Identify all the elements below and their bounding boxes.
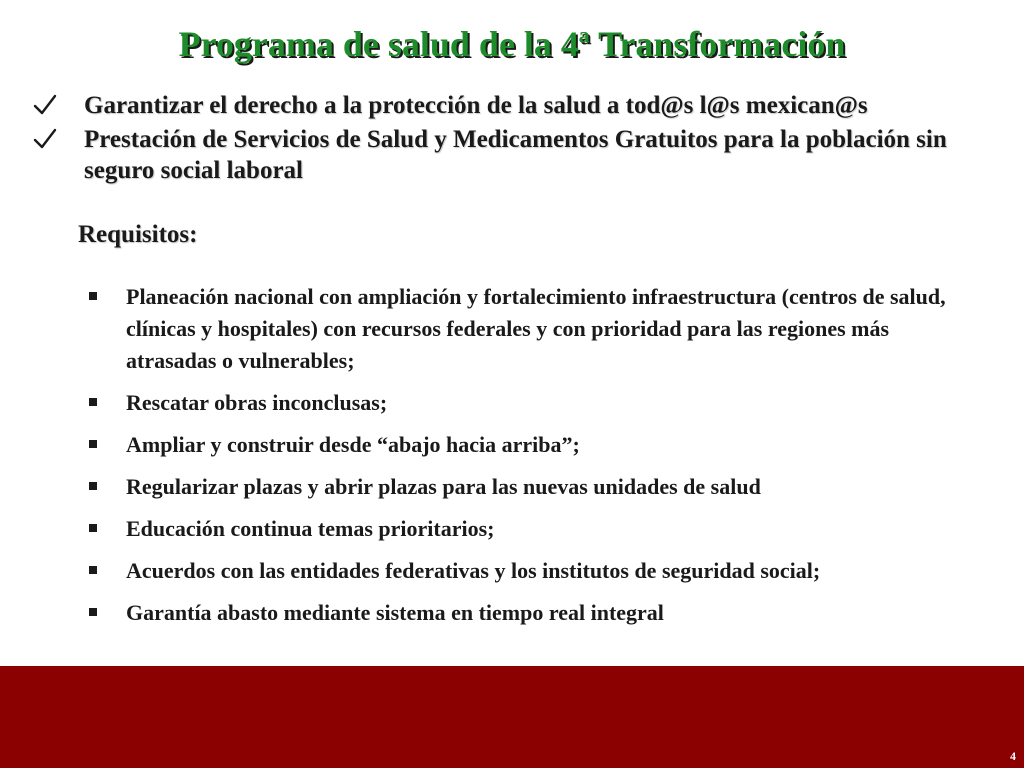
check-item (0, 90, 1024, 121)
list-item (0, 387, 1024, 419)
square-bullet-icon (89, 608, 97, 616)
checkmark-icon (32, 92, 58, 118)
check-item-text: Garantizar el derecho a la protección de la salud a tod@s l@s mexican@s (84, 92, 868, 119)
checkmark-icon (32, 126, 58, 152)
list-item-text: Regularizar plazas y abrir plazas para las nuevas unidades de salud (126, 474, 761, 499)
requirements-list (0, 281, 1024, 639)
list-item-text: Educación continua temas prioritarios; (126, 516, 495, 541)
list-item (0, 471, 1024, 503)
square-bullet-icon (89, 524, 97, 532)
list-item (0, 429, 1024, 461)
square-bullet-icon (89, 482, 97, 490)
square-bullet-icon (89, 440, 97, 448)
list-item-text: Planeación nacional con ampliación y fortalecimiento infraestructura (centros de salud, clínicas y hospitales) con recursos federales y con prioridad para las regiones más atrasadas o vulnerables; (126, 284, 946, 373)
square-bullet-icon (89, 398, 97, 406)
footer-bar (0, 666, 1024, 768)
list-item-text: Ampliar y construir desde “abajo hacia arriba”; (126, 432, 580, 457)
requisitos-heading: Requisitos: (78, 221, 198, 248)
list-item-text: Rescatar obras inconclusas; (126, 390, 388, 415)
slide-title: Programa de salud de la 4ª Transformación (178, 24, 846, 64)
check-item-text: Prestación de Servicios de Salud y Medicamentos Gratuitos para la población sin seguro social laboral (84, 126, 947, 184)
list-item (0, 555, 1024, 587)
list-item (0, 513, 1024, 545)
square-bullet-icon (89, 292, 97, 300)
list-item-text: Acuerdos con las entidades federativas y los institutos de seguridad social; (126, 558, 821, 583)
check-list (0, 90, 1024, 189)
list-item-text: Garantía abasto mediante sistema en tiempo real integral (126, 600, 664, 625)
check-item (0, 124, 1024, 186)
page-number: 4 (1010, 749, 1016, 763)
square-bullet-icon (89, 566, 97, 574)
list-item (0, 281, 1024, 377)
list-item (0, 597, 1024, 629)
